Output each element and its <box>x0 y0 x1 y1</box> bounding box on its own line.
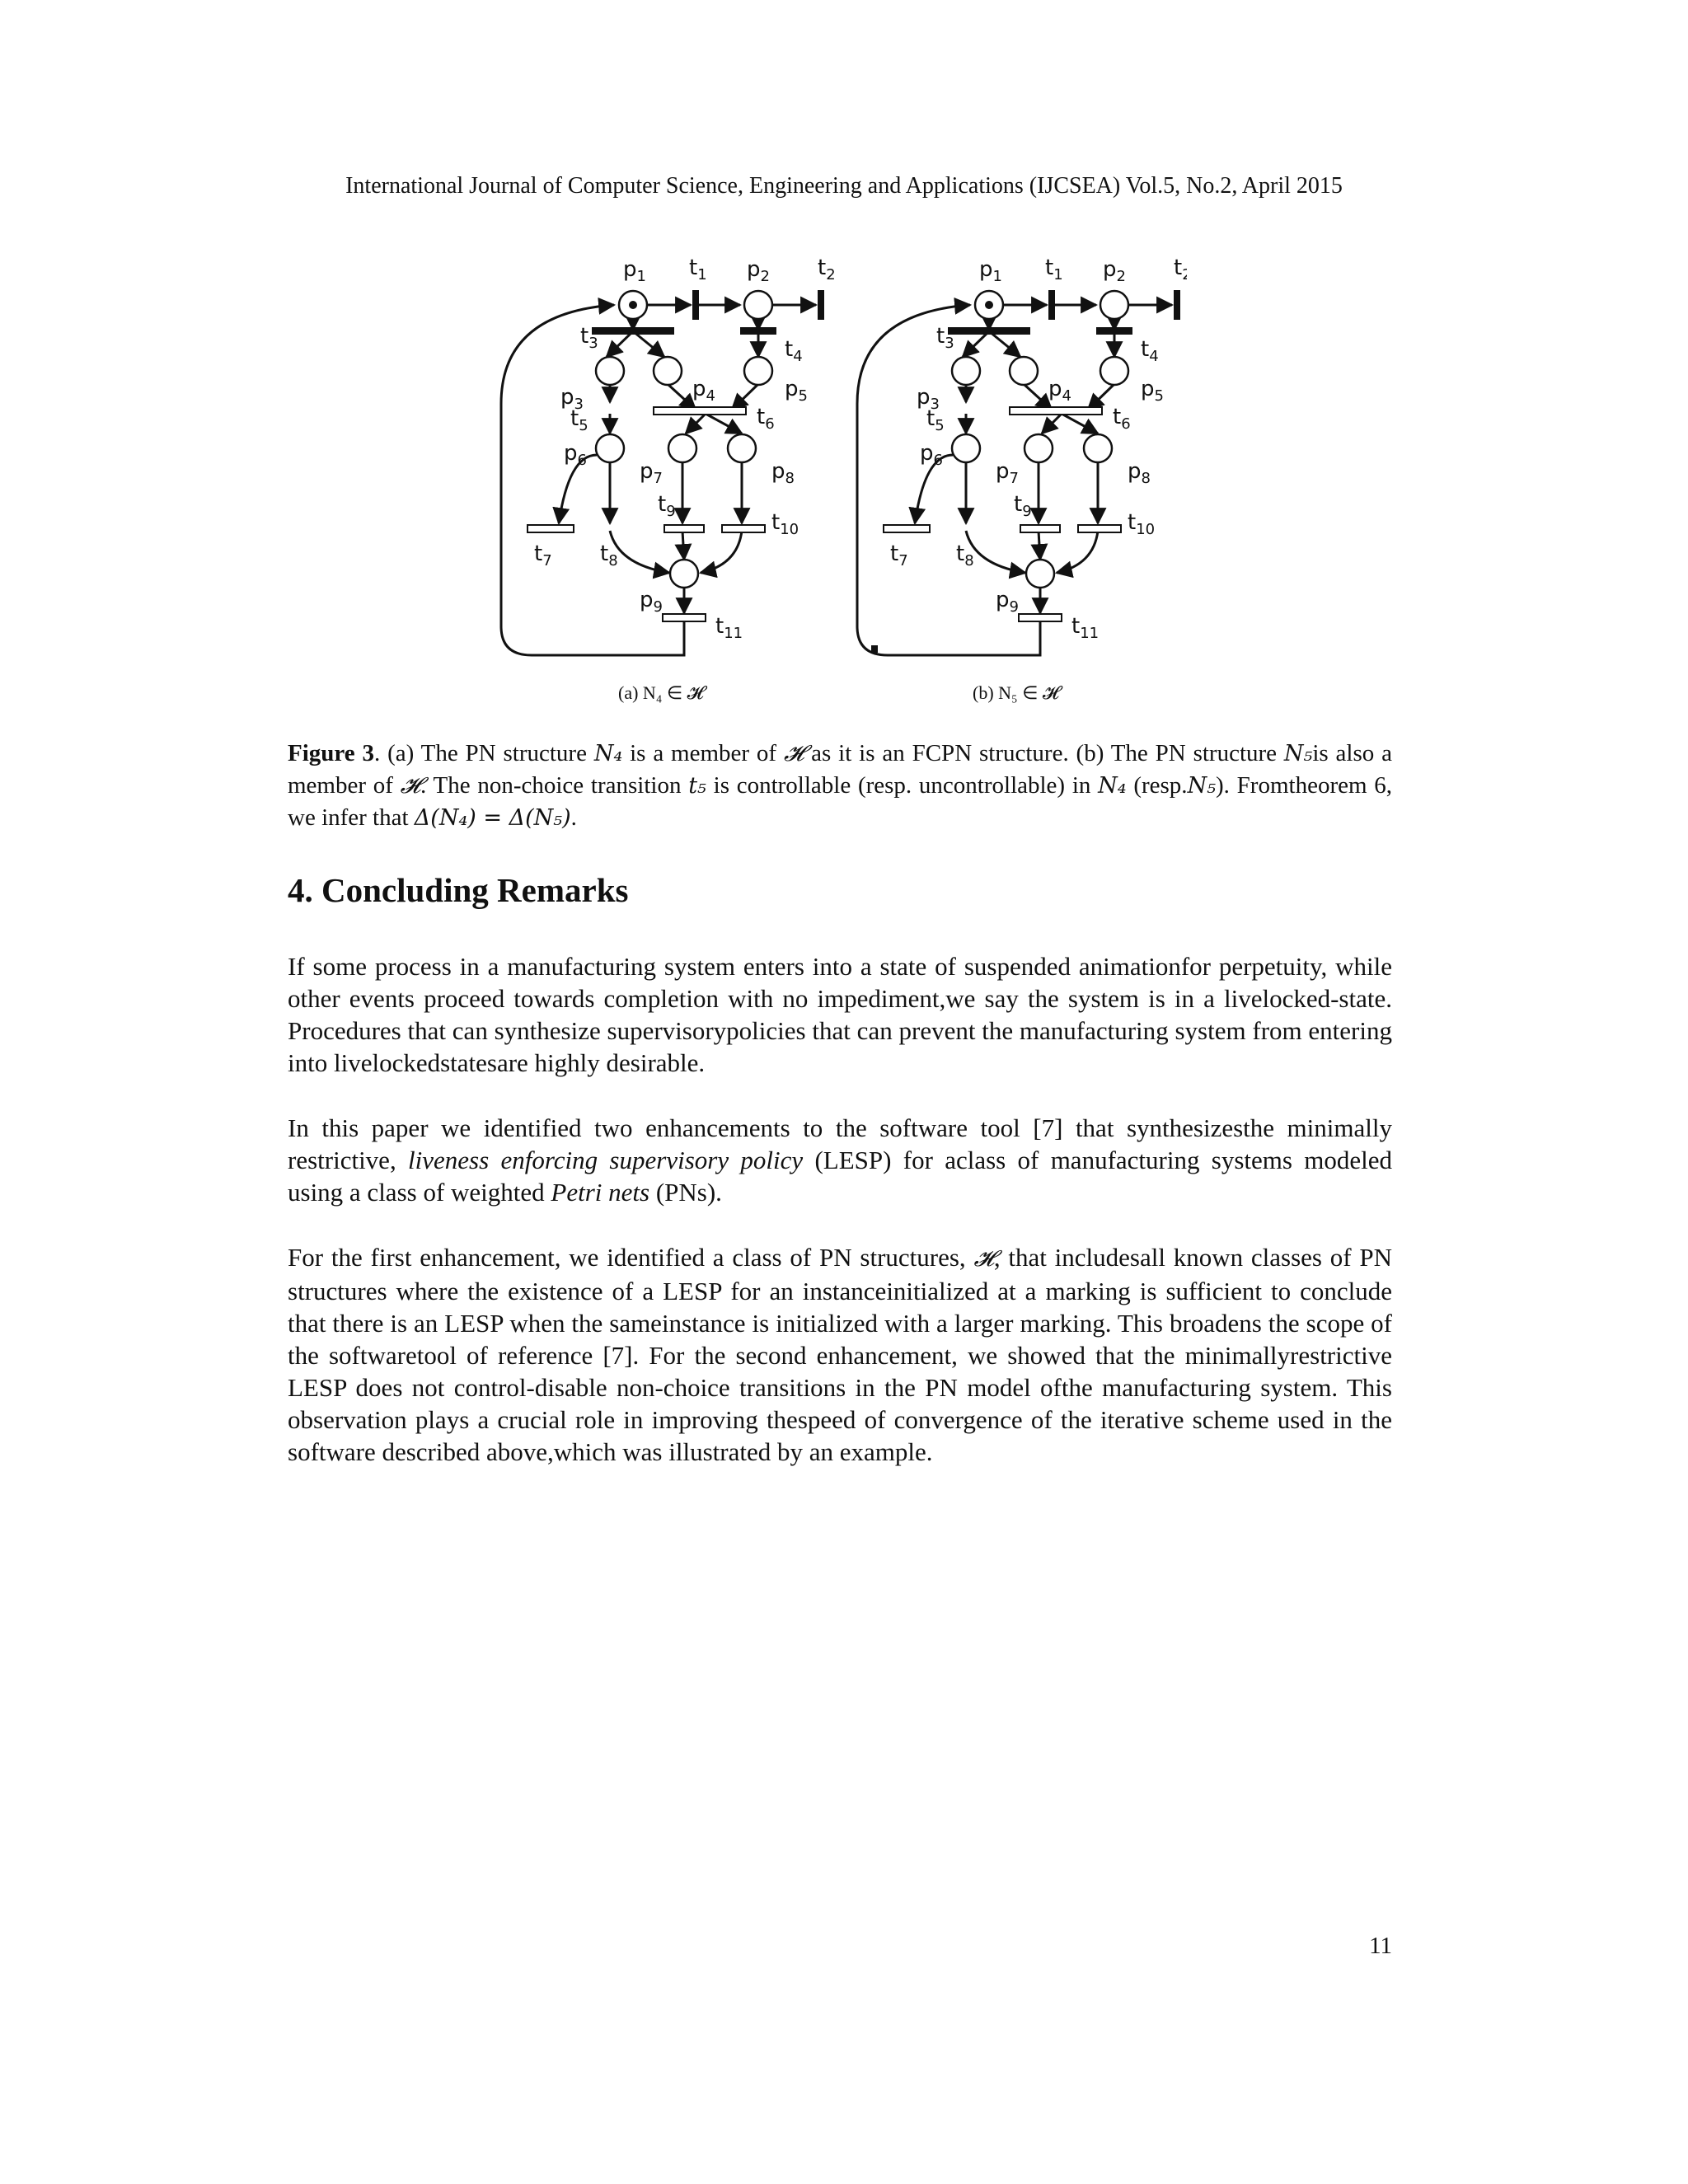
lesp-term: liveness enforcing supervisory policy <box>408 1146 804 1174</box>
n5-t8-fill-mark <box>871 645 878 653</box>
figure-caption: Figure 3. (a) The PN structure N₄ is a member of 𝓗 as it is an FCPN structure. (b) The PN structure N₅is also a member of 𝓗. The non-choice transition t₅ is controllable (resp. uncontrollable) in N₄ (resp.N₅). Fromtheorem 6, we infer that Δ(N₄) = Δ(N₅). <box>288 740 1393 831</box>
journal-header: International Journal of Computer Science, Engineering and Applications (IJCSEA) Vol.5, No.2, April 2015 <box>345 173 1343 199</box>
page-number: 11 <box>1369 1933 1392 1959</box>
figure-label: Figure 3 <box>288 740 374 766</box>
paragraph-2: In this paper we identified two enhancements to the software tool [7] that synthesizesthe minimally restrictive, liveness enforcing supervisory policy (LESP) for aclass of manufacturing systems modeled using a class of weighted Petri nets (PNs). <box>288 1113 1392 1207</box>
subcaption-a: (a) N₄ ∈ 𝓗 <box>618 682 704 703</box>
petri-nets-term: Petri nets <box>551 1178 650 1207</box>
paragraph-3: For the first enhancement, we identified a class of PN structures, 𝓗, that includesall known classes of PN structures where the existence of a LESP for an instanceinitialized at a marking is sufficient to conclude that there is an LESP when the sameinstance is initialized with a larger marking. This broadens the scope of the softwaretool of reference [7]. For the second enhancement, we showed that the minimallyrestrictive LESP does not control-disable non-choice transitions in the PN model ofthe manufacturing system. This observation plays a crucial role in improving thespeed of convergence of the iterative scheme used in the software described above,which was illustrated by an example. <box>288 1243 1392 1466</box>
petri-net-n4 <box>501 255 836 655</box>
petri-net-figure <box>495 239 1187 709</box>
paragraph-1: If some process in a manufacturing system enters into a state of suspended animationfor perpetuity, while other events proceed towards completion with no impediment,we say the system is in a livelocked-state. Procedures that can synthesize supervisorypolicies that can prevent the manufacturing system from entering into livelockedstatesare highly desirable. <box>288 952 1392 1077</box>
section-heading: 4. Concluding Remarks <box>288 871 629 909</box>
petri-net-n5 <box>857 255 1187 655</box>
subcaption-b: (b) N₅ ∈ 𝓗 <box>973 682 1059 703</box>
